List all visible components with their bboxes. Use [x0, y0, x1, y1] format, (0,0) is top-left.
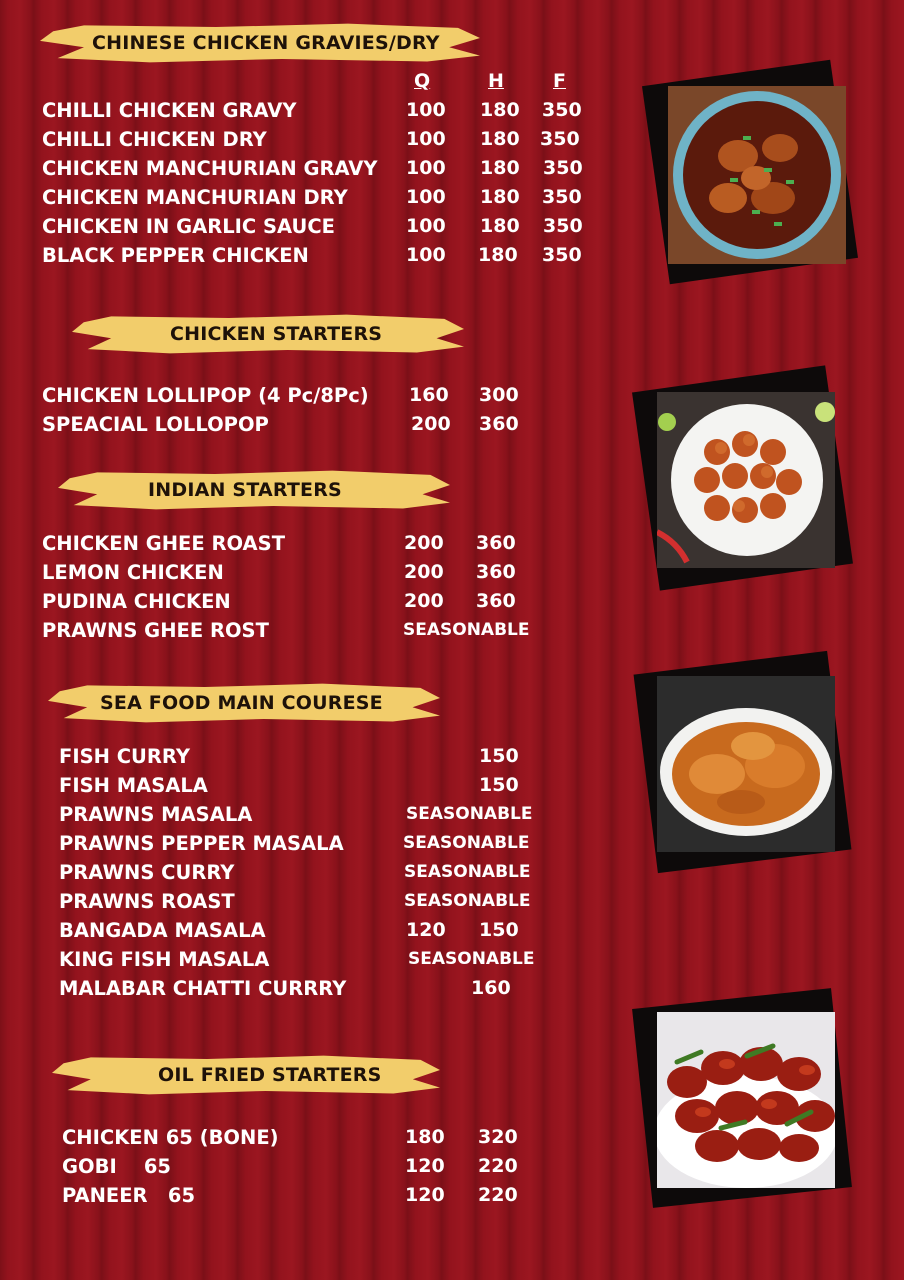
- seasonable-note: SEASONABLE: [403, 620, 530, 640]
- price-large: 300: [479, 384, 519, 406]
- price-small: 200: [404, 590, 444, 612]
- price-large: 360: [476, 561, 516, 583]
- seasonable-note: SEASONABLE: [404, 862, 531, 882]
- price-quarter: 100: [406, 157, 446, 179]
- item-name: BLACK PEPPER CHICKEN: [42, 244, 309, 267]
- price-quarter: 100: [406, 244, 446, 266]
- item-name: FISH CURRY: [59, 745, 190, 768]
- price-quarter: 100: [406, 99, 446, 121]
- section-title: CHICKEN STARTERS: [170, 323, 383, 345]
- item-name: LEMON CHICKEN: [42, 561, 224, 584]
- chicken-65-photo: [657, 1012, 835, 1188]
- section-title: SEA FOOD MAIN COURESE: [100, 692, 383, 714]
- item-name: CHICKEN MANCHURIAN DRY: [42, 186, 348, 209]
- price-small: 120: [405, 1184, 445, 1206]
- item-name: CHILLI CHICKEN DRY: [42, 128, 267, 151]
- column-header-h: H: [488, 70, 504, 92]
- price: 150: [479, 745, 519, 767]
- item-name: MALABAR CHATTI CURRRY: [59, 977, 347, 1000]
- price-full: 350: [542, 244, 582, 266]
- price-small: 200: [404, 532, 444, 554]
- item-name: PRAWNS MASALA: [59, 803, 253, 826]
- price-small: 160: [409, 384, 449, 406]
- price-half: 180: [480, 99, 520, 121]
- item-name: CHICKEN GHEE ROAST: [42, 532, 285, 555]
- price-quarter: 100: [406, 186, 446, 208]
- price-full: 350: [542, 99, 582, 121]
- item-name: CHICKEN MANCHURIAN GRAVY: [42, 157, 378, 180]
- price-small: 200: [404, 561, 444, 583]
- price-large: 360: [479, 413, 519, 435]
- price-small: 120: [406, 919, 446, 941]
- price-small: 180: [405, 1126, 445, 1148]
- item-name: PRAWNS GHEE ROST: [42, 619, 269, 642]
- price-full: 350: [542, 186, 582, 208]
- seasonable-note: SEASONABLE: [404, 891, 531, 911]
- price-half: 180: [480, 215, 520, 237]
- price-quarter: 100: [406, 215, 446, 237]
- item-name: KING FISH MASALA: [59, 948, 270, 971]
- price-full: 350: [540, 128, 580, 150]
- price-large: 360: [476, 590, 516, 612]
- price-half: 180: [480, 157, 520, 179]
- item-name: PUDINA CHICKEN: [42, 590, 231, 613]
- price-half: 180: [478, 244, 518, 266]
- seasonable-note: SEASONABLE: [406, 804, 533, 824]
- item-name: PRAWNS ROAST: [59, 890, 235, 913]
- item-name: BANGADA MASALA: [59, 919, 266, 942]
- item-name: FISH MASALA: [59, 774, 208, 797]
- seasonable-note: SEASONABLE: [403, 833, 530, 853]
- price-full: 350: [543, 215, 583, 237]
- item-name: CHILLI CHICKEN GRAVY: [42, 99, 297, 122]
- price-half: 180: [480, 128, 520, 150]
- fish-curry-photo: [657, 676, 835, 852]
- price-large: 150: [479, 919, 519, 941]
- price: 160: [471, 977, 511, 999]
- price-large: 320: [478, 1126, 518, 1148]
- section-title: INDIAN STARTERS: [148, 479, 342, 501]
- item-name: CHICKEN IN GARLIC SAUCE: [42, 215, 335, 238]
- price-small: 200: [411, 413, 451, 435]
- item-name: PRAWNS CURRY: [59, 861, 235, 884]
- seasonable-note: SEASONABLE: [408, 949, 535, 969]
- price-small: 120: [405, 1155, 445, 1177]
- chicken-lollipop-photo: [657, 392, 835, 568]
- price-quarter: 100: [406, 128, 446, 150]
- price-large: 360: [476, 532, 516, 554]
- chilli-chicken-photo: [668, 86, 846, 264]
- price-full: 350: [543, 157, 583, 179]
- column-header-f: F: [553, 70, 566, 92]
- item-name: PANEER 65: [62, 1184, 196, 1207]
- item-name: GOBI 65: [62, 1155, 171, 1178]
- item-name: CHICKEN LOLLIPOP (4 Pc/8Pc): [42, 384, 369, 407]
- section-title: OIL FRIED STARTERS: [158, 1064, 382, 1086]
- price: 150: [479, 774, 519, 796]
- item-name: SPEACIAL LOLLOPOP: [42, 413, 269, 436]
- price-large: 220: [478, 1155, 518, 1177]
- item-name: CHICKEN 65 (BONE): [62, 1126, 279, 1149]
- column-header-q: Q: [414, 70, 431, 92]
- price-large: 220: [478, 1184, 518, 1206]
- price-half: 180: [480, 186, 520, 208]
- section-title: CHINESE CHICKEN GRAVIES/DRY: [92, 32, 440, 54]
- item-name: PRAWNS PEPPER MASALA: [59, 832, 344, 855]
